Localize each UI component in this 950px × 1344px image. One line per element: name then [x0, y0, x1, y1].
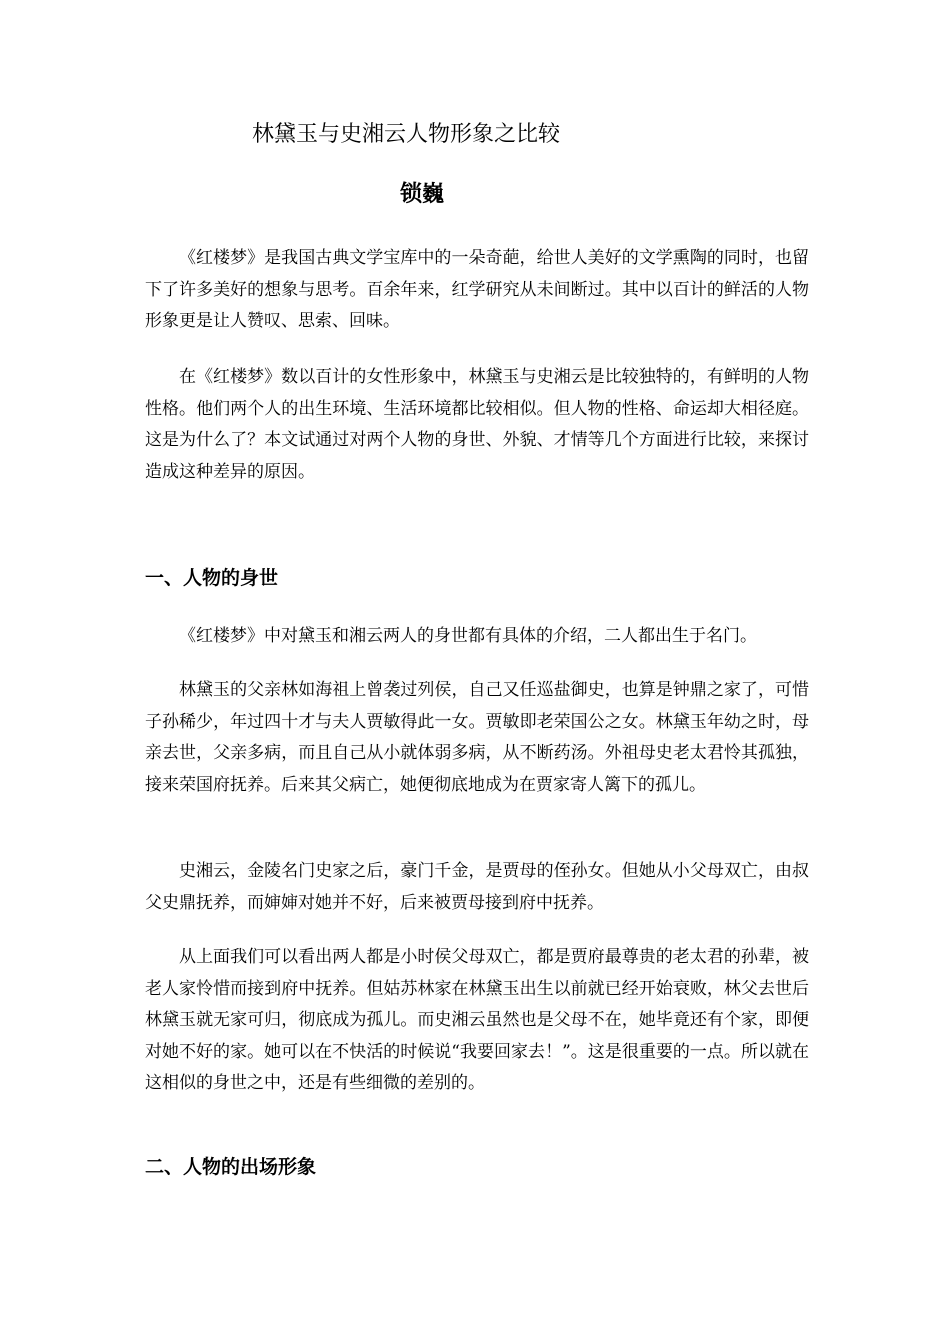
- document-author: 锁巍: [400, 182, 445, 207]
- section-heading: 一、人物的身世: [145, 567, 279, 589]
- body-paragraph: 史湘云，金陵名门史家之后，豪门千金，是贾母的侄孙女。但她从小父母双亡，由叔父史鼎抚养，而婶婶对她并不好，后来被贾母接到府中抚养。: [145, 861, 809, 913]
- body-paragraph: 林黛玉的父亲林如海祖上曾袭过列侯，自己又任巡盐御史，也算是钟鼎之家了，可惜子孙稀少，年过四十才与夫人贾敏得此一女。贾敏即老荣国公之女。林黛玉年幼之时，母亲去世，父亲多病，而且自己从小就体弱多病，从不断药汤。外祖母史老太君怜其孤独，接来荣国府抚养。后来其父病亡，她便彻底地成为在贾家寄人篱下的孤儿。: [145, 680, 809, 795]
- body-paragraph: 从上面我们可以看出两人都是小时侯父母双亡，都是贾府最尊贵的老太君的孙辈，被老人家怜惜而接到府中抚养。但姑苏林家在林黛玉出生以前就已经开始衰败，林父去世后林黛玉就无家可归，彻底成为孤儿。而史湘云虽然也是父母不在，她毕竟还有个家，即便对她不好的家。她可以在不快活的时候说“我要回家去！”。这是很重要的一点。所以就在这相似的身世之中，还是有些细微的差别的。: [145, 947, 809, 1093]
- intro-paragraph: 在《红楼梦》数以百计的女性形象中，林黛玉与史湘云是比较独特的，有鲜明的人物性格。他们两个人的出生环境、生活环境都比较相似。但人物的性格、命运却大相径庭。这是为什么了？本文试通过对两个人物的身世、外貌、才情等几个方面进行比较，来探讨造成这种差异的原因。: [145, 367, 809, 482]
- section-heading: 二、人物的出场形象: [145, 1156, 317, 1178]
- document-title: 林黛玉与史湘云人物形象之比较: [252, 122, 561, 147]
- body-paragraph: 《红楼梦》中对黛玉和湘云两人的身世都有具体的介绍，二人都出生于名门。: [179, 626, 757, 646]
- intro-paragraph: 《红楼梦》是我国古典文学宝库中的一朵奇葩，给世人美好的文学熏陶的同时，也留下了许多美好的想象与思考。百余年来，红学研究从未间断过。其中以百计的鲜活的人物形象更是让人赞叹、思索、回味。: [145, 248, 809, 331]
